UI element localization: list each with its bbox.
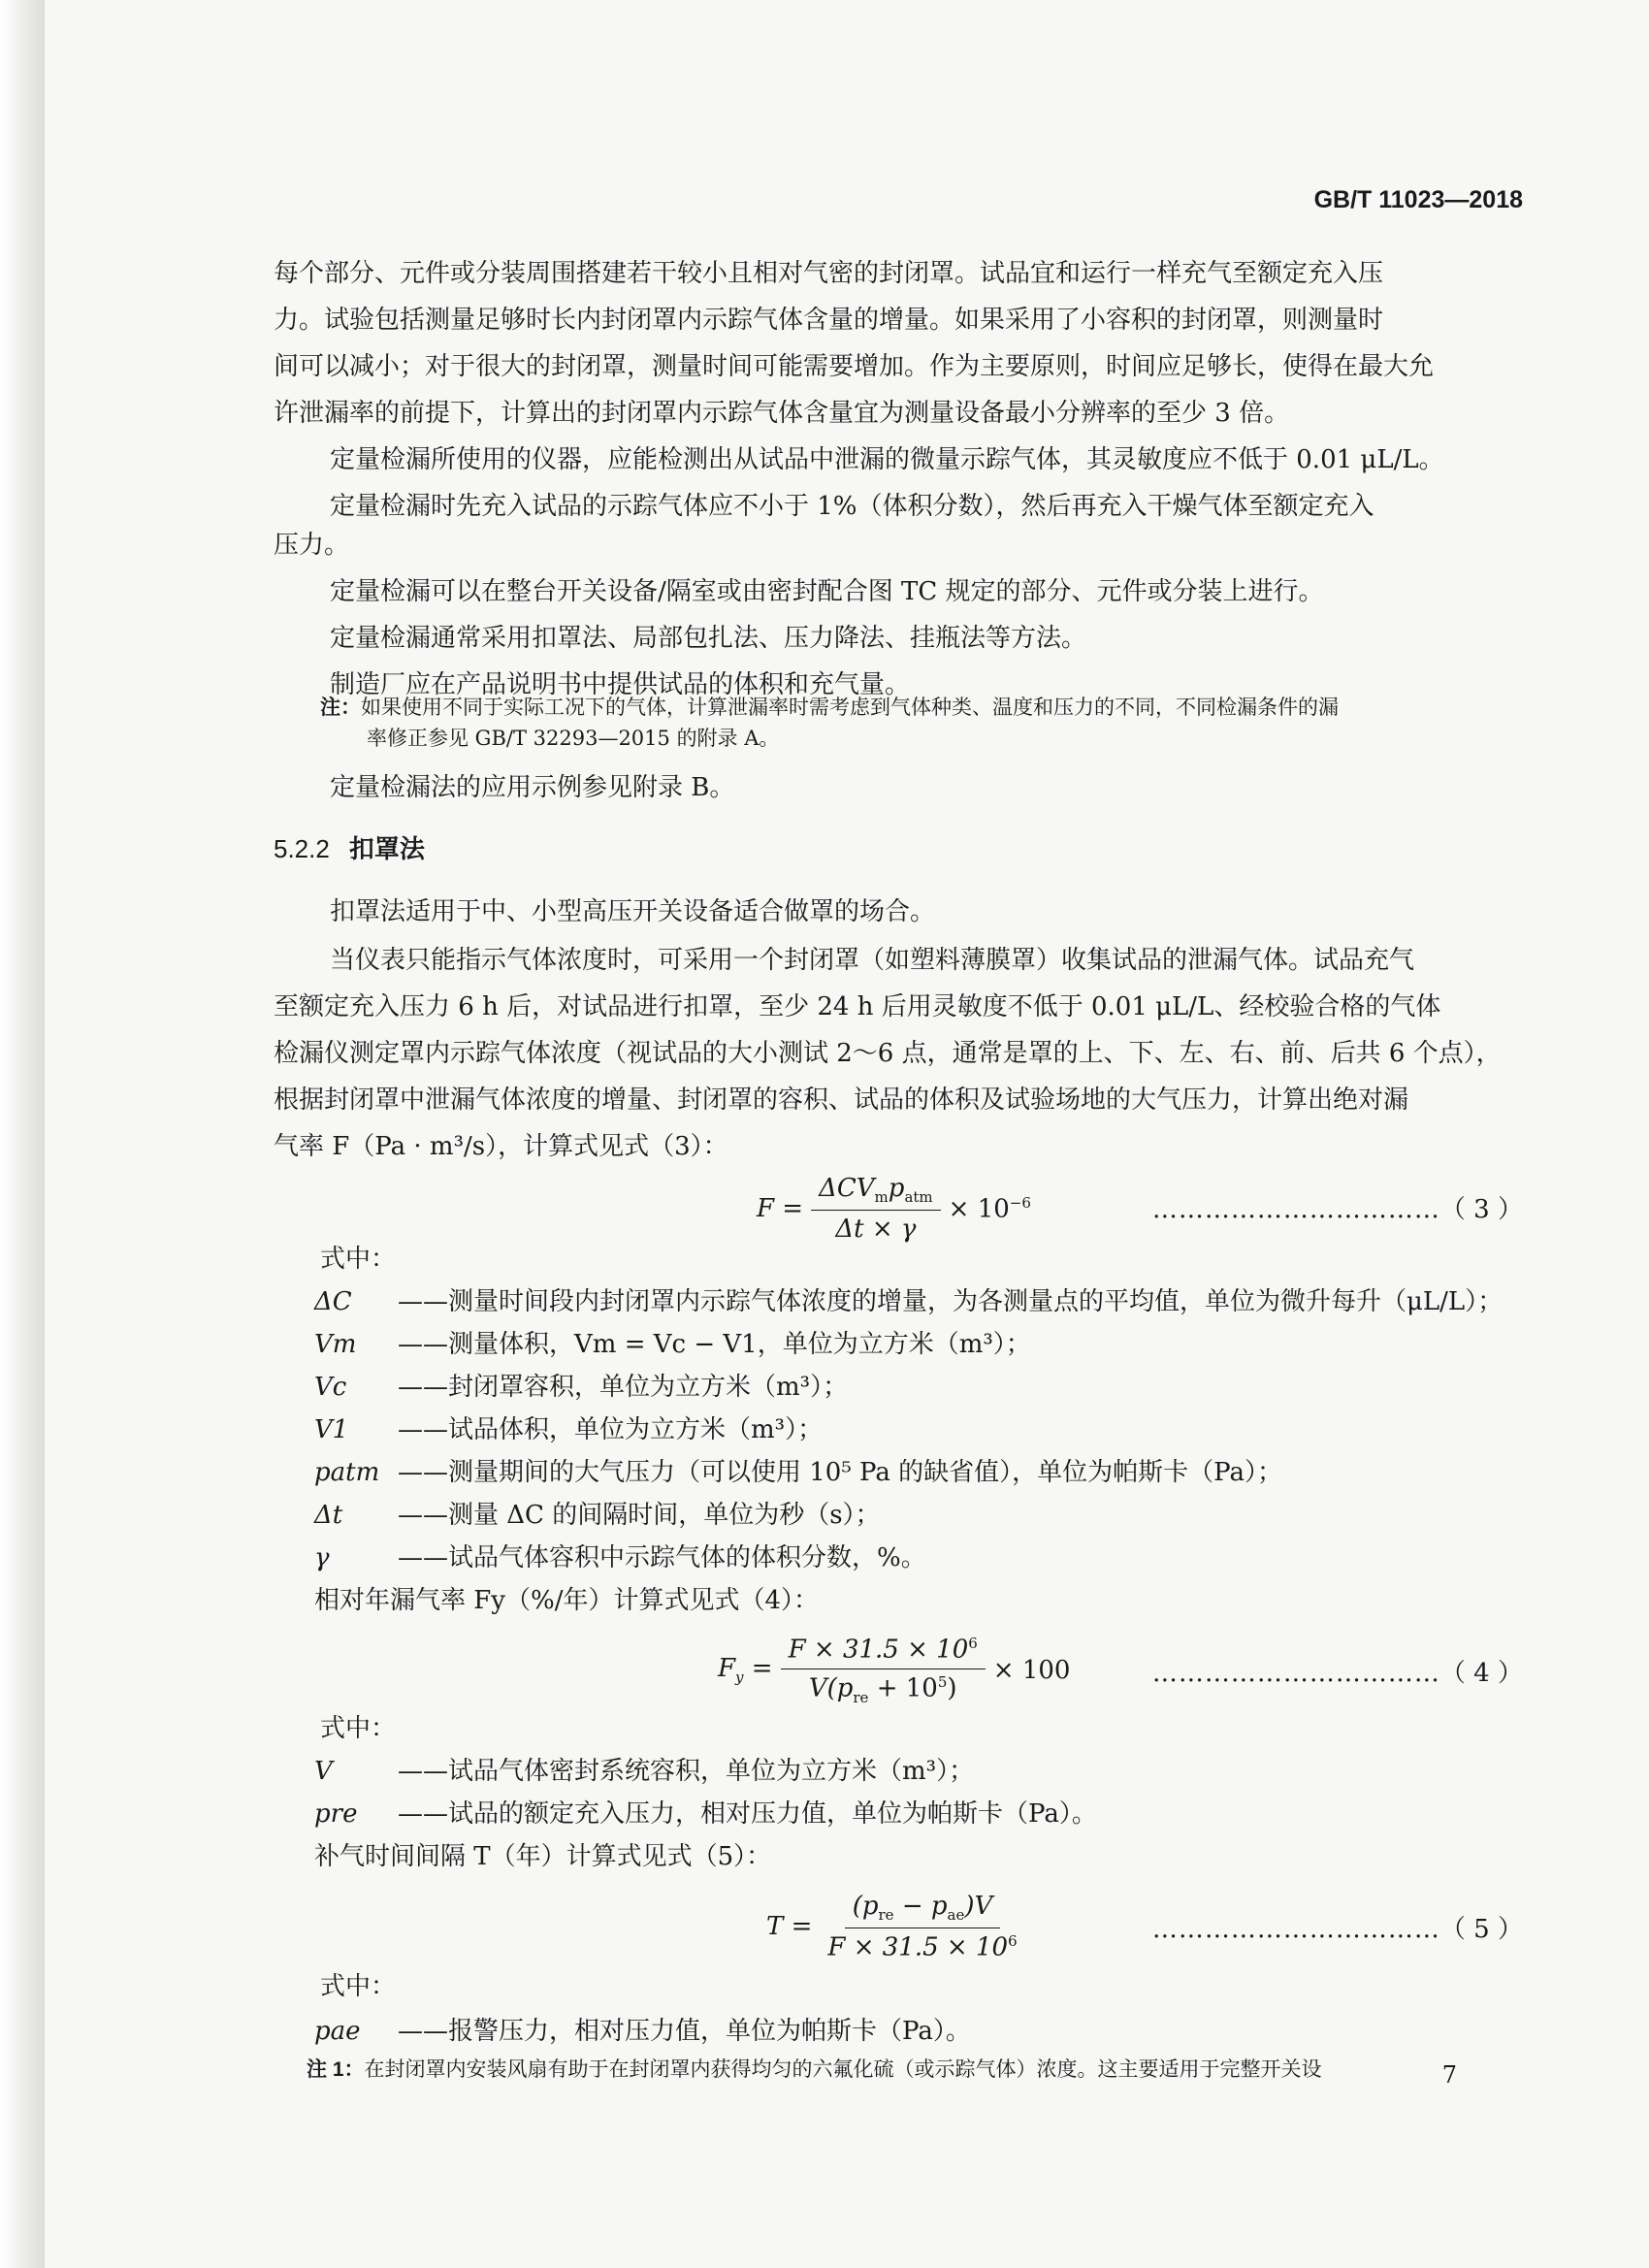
variable-row xyxy=(314,1496,881,1535)
note-label: 注： xyxy=(320,697,361,719)
paragraph-tracer-gas-fill: 定量检漏时先充入试品的示踪气体应不小于 1%（体积分数），然后再充入干燥气体至额定充入 xyxy=(330,492,1374,521)
variable-symbol: V xyxy=(314,1757,333,1786)
formula-5-number: ……………………………（ 5 ） xyxy=(1151,1915,1523,1944)
paragraph-line: 每个部分、元件或分装周围搭建若干较小且相对气密的封闭罩。试品宜和运行一样充气至额定充入压 xyxy=(274,259,1384,288)
paragraph-line: 气率 F（Pa · m³/s），计算式见式（3）： xyxy=(274,1132,728,1161)
variable-description: ——封闭罩容积，单位为立方米（m³）； xyxy=(398,1373,849,1402)
paragraph-line: 根据封闭罩中泄漏气体浓度的增量、封闭罩的容积、试品的体积及试验场地的大气压力，计算出绝对漏 xyxy=(274,1085,1409,1115)
formula-5-intro: 补气时间间隔 T（年）计算式见式（5）： xyxy=(314,1842,772,1871)
variable-row xyxy=(314,2012,971,2051)
variable-row xyxy=(314,1282,1503,1321)
paragraph-line: 力。试验包括测量足够时长内封闭罩内示踪气体含量的增量。如果采用了小容积的封闭罩，则测量时 xyxy=(274,306,1384,335)
variable-description: ——测量时间段内封闭罩内示踪气体浓度的增量，为各测量点的平均值，单位为微升每升（μL/L）； xyxy=(398,1287,1504,1316)
variable-description: ——试品的额定充入压力，相对压力值，单位为帕斯卡（Pa）。 xyxy=(398,1799,1097,1829)
variable-description: ——测量 ΔC 的间隔时间，单位为秒（s）； xyxy=(398,1501,881,1530)
formula-4-fraction xyxy=(781,1635,986,1706)
paragraph-instrument-sensitivity: 定量检漏所使用的仪器，应能检测出从试品中泄漏的微量示踪气体，其灵敏度应不低于 0.01 μL/L。 xyxy=(330,445,1444,474)
paragraph-line: 至额定充入压力 6 h 后，对试品进行扣罩，至少 24 h 后用灵敏度不低于 0.01 μL/L、经校验合格的气体 xyxy=(274,992,1441,1021)
formula-5-numerator: $(p_{re} - p_{ae})V$ xyxy=(845,1892,1001,1928)
variable-symbol: Vm xyxy=(314,1330,357,1359)
where-label: 式中： xyxy=(320,1245,397,1274)
note-text: 如果使用不同于实际工况下的气体，计算泄漏率时需考虑到气体种类、温度和压力的不同，不同检漏条件的漏 xyxy=(361,696,1339,719)
variable-description: ——试品气体密封系统容积，单位为立方米（m³）； xyxy=(398,1757,975,1786)
formula-5 xyxy=(766,1882,1033,1971)
variable-symbol: pre xyxy=(314,1799,358,1829)
formula-4-intro: 相对年漏气率 Fy（%/年）计算式见式（4）： xyxy=(314,1586,820,1615)
variable-description: ——试品气体容积中示踪气体的体积分数，%。 xyxy=(398,1543,926,1572)
variable-symbol: pae xyxy=(314,2017,361,2046)
formula-5-denominator: $F \times 31.5 \times 10^6$ xyxy=(827,1931,1018,1962)
formula-3-lhs: F = xyxy=(757,1194,804,1223)
note-label: 注 1： xyxy=(307,2058,365,2081)
scan-binding-shadow xyxy=(0,0,45,2268)
formula-5-lhs: T = xyxy=(766,1912,813,1941)
variable-symbol: ΔC xyxy=(314,1287,352,1316)
paragraph-line: 许泄漏率的前提下，计算出的封闭罩内示踪气体含量宜为测量设备最小分辨率的至少 3 倍。 xyxy=(274,399,1290,428)
variable-row xyxy=(314,1453,1282,1492)
note-correction-cont: 率修正参见 GB/T 32293—2015 的附录 A。 xyxy=(367,727,780,750)
formula-4-denominator: $V(p_{re} + 10^5)$ xyxy=(808,1672,957,1706)
paragraph-hood-scope: 扣罩法适用于中、小型高压开关设备适合做罩的场合。 xyxy=(330,897,936,926)
note-correction xyxy=(320,691,1571,725)
where-label: 式中： xyxy=(320,1972,397,2001)
formula-5-fraction xyxy=(820,1892,1024,1962)
formula-3 xyxy=(757,1164,1031,1253)
variable-row xyxy=(314,1410,823,1449)
formula-4-factor: × 100 xyxy=(992,1656,1071,1685)
formula-3-number: ……………………………（ 3 ） xyxy=(1151,1195,1523,1224)
variable-symbol: patm xyxy=(314,1458,380,1487)
paragraph-line: 间可以减小；对于很大的封闭罩，测量时间可能需要增加。作为主要原则，时间应足够长，使得在最大允 xyxy=(274,352,1435,381)
variable-row xyxy=(314,1325,1031,1364)
where-label: 式中： xyxy=(320,1714,397,1743)
variable-description: ——测量期间的大气压力（可以使用 10⁵ Pa 的缺省值），单位为帕斯卡（Pa）； xyxy=(398,1458,1282,1487)
variable-row xyxy=(314,1539,926,1577)
page-number: 7 xyxy=(1441,2061,1457,2089)
formula-3-factor: × $10^{-6}$ xyxy=(948,1193,1031,1224)
variable-symbol: Δt xyxy=(314,1501,343,1530)
paragraph-manufacturer: 制造厂应在产品说明书中提供试品的体积和充气量。 xyxy=(330,670,911,699)
variable-description: ——测量体积，Vm = Vc − V1，单位为立方米（m³）； xyxy=(398,1330,1031,1359)
variable-description: ——报警压力，相对压力值，单位为帕斯卡（Pa）。 xyxy=(398,2017,971,2046)
paragraph-line: 检漏仪测定罩内示踪气体浓度（视试品的大小测试 2～6 点，通常是罩的上、下、左、右、前、后共 6 个点）， xyxy=(274,1039,1502,1068)
paragraph-appendix-ref: 定量检漏法的应用示例参见附录 B。 xyxy=(330,773,735,802)
section-title: 扣罩法 xyxy=(348,834,425,863)
variable-description: ——试品体积，单位为立方米（m³）； xyxy=(398,1415,824,1444)
variable-symbol: Vc xyxy=(314,1373,347,1402)
variable-row xyxy=(314,1795,1097,1833)
formula-4 xyxy=(718,1626,1070,1715)
note-fan xyxy=(307,2053,1558,2087)
formula-3-denominator: Δt × γ xyxy=(835,1215,917,1245)
formula-4-numerator: $F \times 31.5 \times 10^6$ xyxy=(781,1635,986,1669)
section-heading xyxy=(274,829,425,868)
variable-symbol: γ xyxy=(314,1543,330,1572)
variable-row xyxy=(314,1368,848,1407)
formula-3-fraction xyxy=(811,1174,941,1244)
formula-4-lhs: $F_y$ = xyxy=(718,1654,773,1687)
note-text: 在封闭罩内安装风扇有助于在封闭罩内获得均匀的六氟化硫（或示踪气体）浓度。这主要适用于完整开关设 xyxy=(364,2057,1322,2081)
formula-4-number: ……………………………（ 4 ） xyxy=(1151,1659,1523,1688)
standard-number: GB/T 11023—2018 xyxy=(1313,186,1523,213)
variable-symbol: V1 xyxy=(314,1415,349,1444)
formula-3-numerator: $\Delta CV_mp_{atm}$ xyxy=(811,1174,941,1211)
section-number: 5.2.2 xyxy=(274,834,330,863)
paragraph-test-scope: 定量检漏可以在整台开关设备/隔室或由密封配合图 TC 规定的部分、元件或分装上进行。 xyxy=(330,577,1324,606)
paragraph-tracer-gas-fill-cont: 压力。 xyxy=(274,531,350,560)
paragraph-methods: 定量检漏通常采用扣罩法、局部包扎法、压力降法、挂瓶法等方法。 xyxy=(330,624,1087,653)
paragraph-hood-method: 当仪表只能指示气体浓度时，可采用一个封闭罩（如塑料薄膜罩）收集试品的泄漏气体。试品充气 xyxy=(330,946,1415,975)
variable-row xyxy=(314,1752,974,1791)
